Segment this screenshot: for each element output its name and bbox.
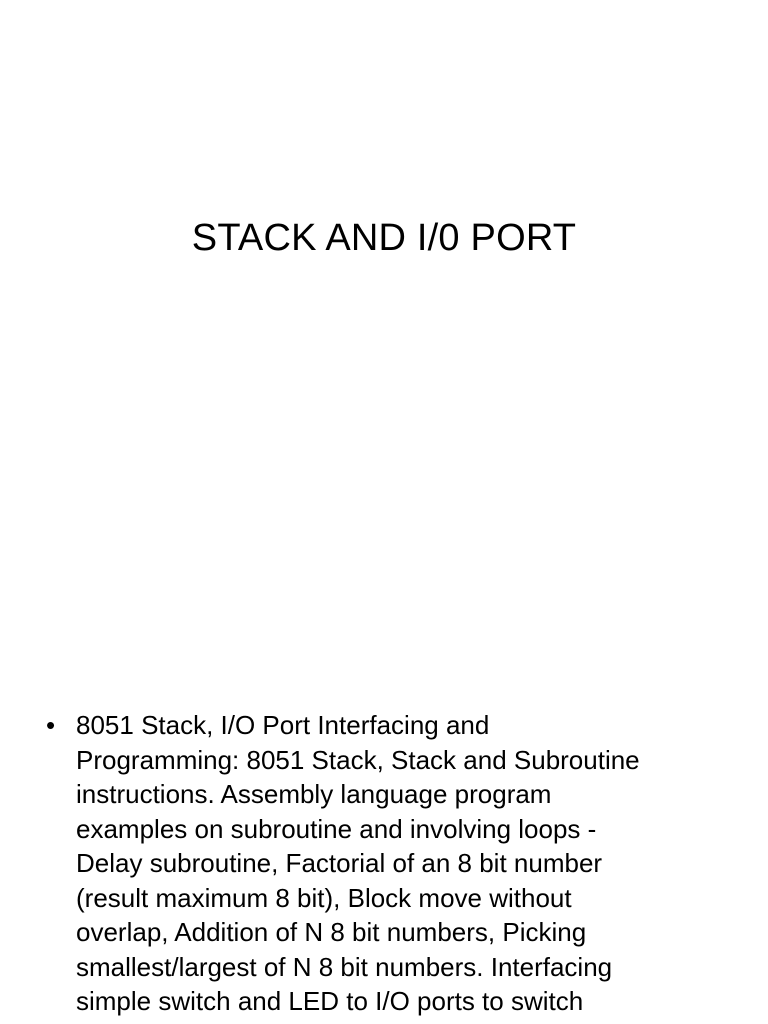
bullet-text-line: Delay subroutine, Factorial of an 8 bit number	[76, 848, 603, 878]
bullet-text-line: smallest/largest of N 8 bit numbers. Interfacing	[76, 951, 613, 982]
bullet-list	[46, 708, 736, 1019]
bullet-text-line: examples on subroutine and involving loops -	[76, 813, 597, 844]
slide-title: STACK AND I/0 PORT	[191, 217, 577, 259]
bullet-text-line: simple switch and LED to I/O ports to switch	[76, 986, 584, 1016]
bullet-item	[46, 708, 736, 1019]
bullet-text-line: Programming: 8051 Stack, Stack and Subroutine	[76, 744, 640, 775]
bullet-text-line: 8051 Stack, I/O Port Interfacing and	[76, 710, 490, 740]
bullet-dot-icon: •	[46, 710, 56, 740]
bullet-text-line: overlap, Addition of N 8 bit numbers, Picking	[76, 917, 587, 947]
bullet-text-line: instructions. Assembly language program	[76, 779, 552, 809]
bullet-text-line: (result maximum 8 bit), Block move without	[76, 882, 572, 913]
